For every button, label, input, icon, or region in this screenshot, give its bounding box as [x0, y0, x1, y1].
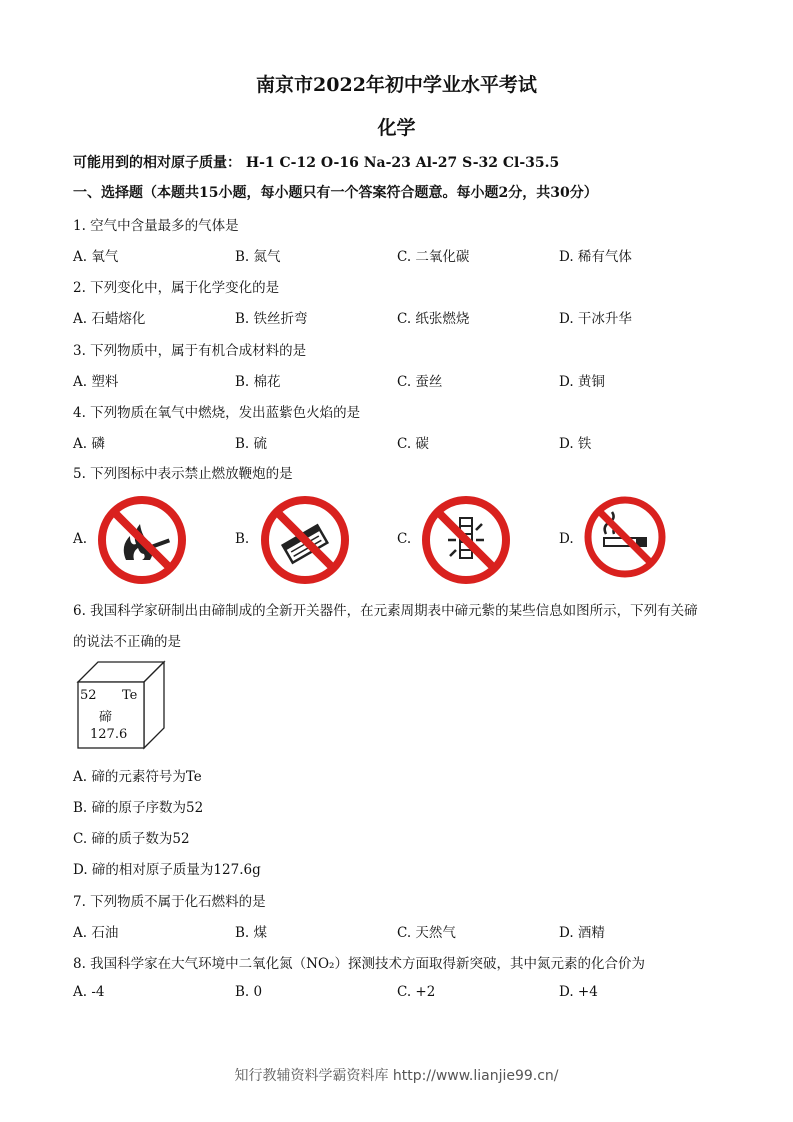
- q7-option-a: A. 石油: [73, 925, 119, 941]
- question-4-stem: 4. 下列物质在氧气中燃烧，发出蓝紫色火焰的是: [73, 405, 361, 421]
- q8-option-b: B. 0: [235, 984, 263, 1000]
- element-symbol: Te: [122, 688, 138, 703]
- question-3-stem: 3. 下列物质中，属于有机合成材料的是: [73, 343, 307, 359]
- q1-option-b: B. 氮气: [235, 249, 281, 265]
- q2-option-b: B. 铁丝折弯: [235, 311, 308, 327]
- question-6-stem-line1: 6. 我国科学家研制出由碲制成的全新开关器件，在元素周期表中碲元紫的某些信息如图所示，下列有关碲: [73, 603, 698, 619]
- q8-option-a: A. -4: [73, 984, 105, 1000]
- q8-option-d: D. +4: [559, 984, 598, 1000]
- q3-option-b: B. 棉花: [235, 374, 281, 390]
- q2-option-c: C. 纸张燃烧: [397, 311, 470, 327]
- q3-option-d: D. 黄铜: [559, 374, 605, 390]
- element-name: 碲: [99, 710, 113, 725]
- q5-option-b: B.: [235, 531, 250, 547]
- atomic-masses: 可能用到的相对原子质量： H-1 C-12 O-16 Na-23 Al-27 S-32 Cl-35.5: [73, 155, 560, 171]
- q2-option-d: D. 干冰升华: [559, 311, 632, 327]
- q8-option-c: C. +2: [397, 984, 436, 1000]
- q1-option-a: A. 氧气: [73, 249, 119, 265]
- q6-option-c: C. 碲的质子数为52: [73, 831, 190, 847]
- footer-link[interactable]: 知行教辅资料学霸资料库 http://www.lianjie99.cn/: [234, 1068, 559, 1084]
- q6-option-d: D. 碲的相对原子质量为127.6g: [73, 862, 261, 878]
- q3-option-c: C. 蚕丝: [397, 374, 443, 390]
- q7-option-c: C. 天然气: [397, 925, 456, 941]
- q6-option-b: B. 碲的原子序数为52: [73, 800, 204, 816]
- question-1-stem: 1. 空气中含量最多的气体是: [73, 218, 239, 234]
- q3-option-a: A. 塑料: [73, 374, 119, 390]
- q7-option-b: B. 煤: [235, 925, 268, 941]
- q4-option-c: C. 碳: [397, 436, 429, 452]
- no-matches-icon: [259, 494, 351, 586]
- no-fire-icon: [96, 494, 188, 586]
- exam-title: 南京市2022年初中学业水平考试: [256, 74, 537, 96]
- question-6-stem-line2: 的说法不正确的是: [73, 634, 181, 650]
- element-mass: 127.6: [90, 727, 128, 742]
- q4-option-d: D. 铁: [559, 436, 592, 452]
- q5-option-a: A.: [73, 531, 88, 547]
- q2-option-a: A. 石蜡熔化: [73, 311, 146, 327]
- q4-option-a: A. 磷: [73, 436, 105, 452]
- question-5-stem: 5. 下列图标中表示禁止燃放鞭炮的是: [73, 466, 293, 482]
- question-2-stem: 2. 下列变化中，属于化学变化的是: [73, 280, 280, 296]
- q5-option-d: D.: [559, 531, 574, 547]
- q1-option-c: C. 二氧化碳: [397, 249, 470, 265]
- no-smoking-icon: [582, 494, 668, 580]
- no-firecrackers-icon: [420, 494, 512, 586]
- q1-option-d: D. 稀有气体: [559, 249, 632, 265]
- q4-option-b: B. 硫: [235, 436, 268, 452]
- q5-option-c: C.: [397, 531, 412, 547]
- element-number: 52: [80, 688, 97, 703]
- question-7-stem: 7. 下列物质不属于化石燃料的是: [73, 894, 266, 910]
- section-heading: 一、选择题（本题共15小题，每小题只有一个答案符合题意。每小题2分，共30分）: [73, 185, 598, 201]
- subject-title: 化学: [377, 117, 416, 139]
- q6-option-a: A. 碲的元素符号为Te: [73, 769, 202, 785]
- question-8-stem: 8. 我国科学家在大气环境中二氧化氮（NO₂）探测技术方面取得新突破，其中氮元素的化合价为: [73, 956, 645, 972]
- q7-option-d: D. 酒精: [559, 925, 605, 941]
